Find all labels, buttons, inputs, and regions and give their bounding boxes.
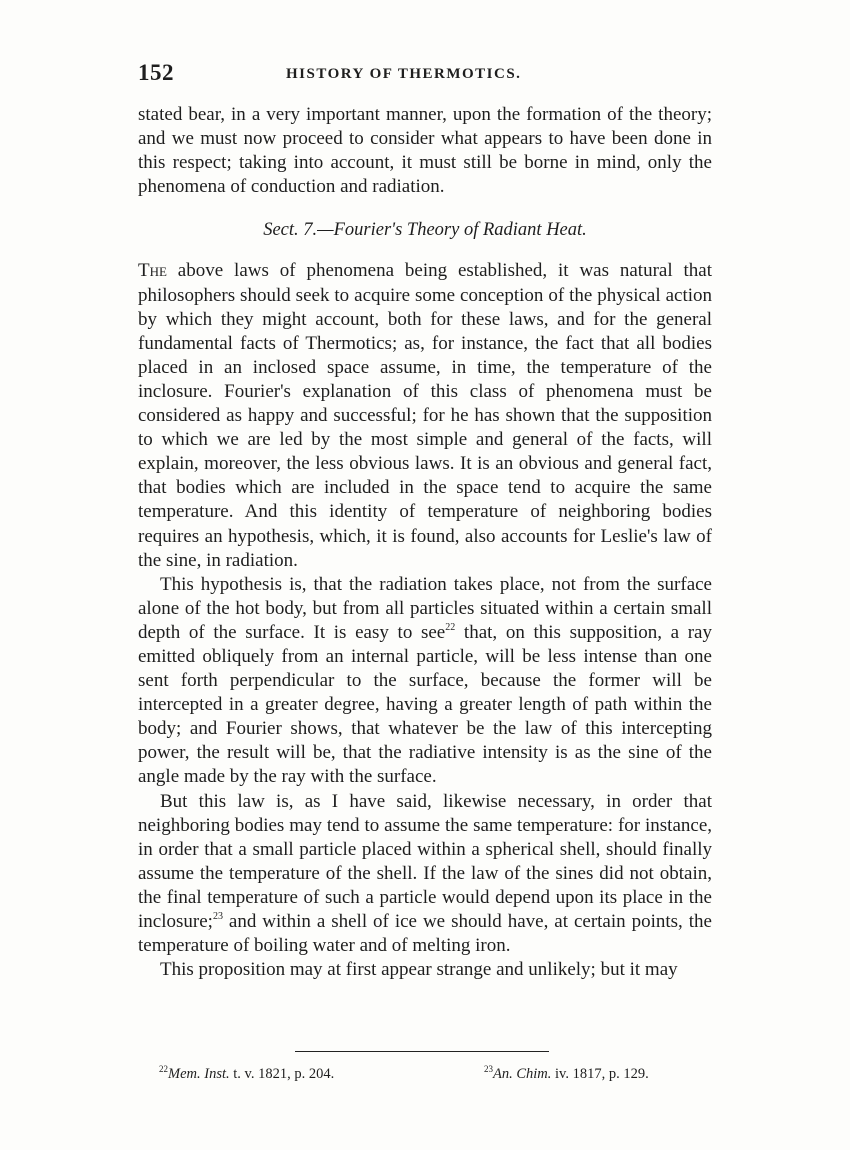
paragraph-2-text-b: that, on this supposition, a ray emitted obliquely from an internal particle, will be less intense than one sent forth perpendicular to the surface, because the former will be intercepted in a greater degree, having a greater length of path within the body; and Fourier shows, that whatever be the law of this intercepting power, the result will be, that the radiative intensity is as the sine of the angle made by the ray with the surface. (138, 621, 712, 788)
running-title: HISTORY OF THERMOTICS. (286, 66, 522, 82)
footnote-23 (484, 1066, 649, 1083)
paragraph-lead-word: The (138, 260, 167, 282)
page-number: 152 (138, 60, 174, 85)
footnote-source: Mem. Inst. (168, 1066, 230, 1082)
paragraph-2 (138, 573, 712, 790)
section-heading: Sect. 7.—Fourier's Theory of Radiant Heat. (263, 220, 587, 241)
body-text (138, 103, 712, 982)
paragraph-4: This proposition may at first appear strange and unlikely; but it may (160, 959, 678, 981)
page-header (138, 60, 712, 92)
footnote-divider (295, 1051, 549, 1052)
footnote-detail: t. v. 1821, p. 204. (229, 1066, 335, 1082)
paragraph-1 (138, 259, 712, 572)
footnote-number: 22 (159, 1064, 168, 1074)
footnote-ref-23[interactable]: 23 (212, 911, 223, 922)
footnote-ref-22[interactable]: 22 (445, 621, 456, 633)
paragraph-3 (138, 790, 712, 959)
footnote-22 (159, 1066, 334, 1083)
paragraph-1-text: above laws of phenomena being established, it was natural that philosophers should seek to acquire some conception of the physical action by which they might account, both for these laws, and for the general fundamental facts of Thermotics; as, for instance, the fact that all bodies placed in an inclosed space assume, in time, the temperature of the inclosure. Fourier's explanation of this class of phenomena must be considered as happy and successful; for he has shown that the supposition to which we are led by the most simple and general of the facts, will explain, moreover, the less obvious laws. It is an obvious and general fact, that bodies which are included in the space tend to acquire the same temperature. And this identity of temperature of neighboring bodies requires an hypothesis, which, it is found, also accounts for Leslie's law of the sine, in radiation. (138, 260, 712, 571)
intro-paragraph: stated bear, in a very important manner, upon the formation of the theory; and we must now proceed to consider what appears to have been done in this respect; taking into account, it must still be borne in mind, only the phenomena of conduction and radiation. (138, 104, 712, 198)
paragraph-2-text-a: This hypothesis is, that the radiation takes place, not from the surface alone of the hot body, but from all particles situated within a certain small depth of the surface. It is easy to see (138, 573, 712, 643)
footnote-number: 23 (484, 1064, 493, 1074)
paragraph-3-text-a: But this law is, as I have said, likewise necessary, in order that neighboring bodies may tend to assume the same temperature: for instance, in order that a small particle placed within a spherical shell, should finally assume the temperature of the shell. If the law of the sines did not obtain, the final temperature of such a particle would depend upon its place in the inclosure; (138, 790, 712, 932)
footnote-detail: iv. 1817, p. 129. (551, 1066, 649, 1082)
footnote-source: An. Chim. (493, 1066, 552, 1082)
paragraph-3-text-b: and within a shell of ice we should have, at certain points, the temperature of boiling water and of melting iron. (138, 911, 712, 957)
